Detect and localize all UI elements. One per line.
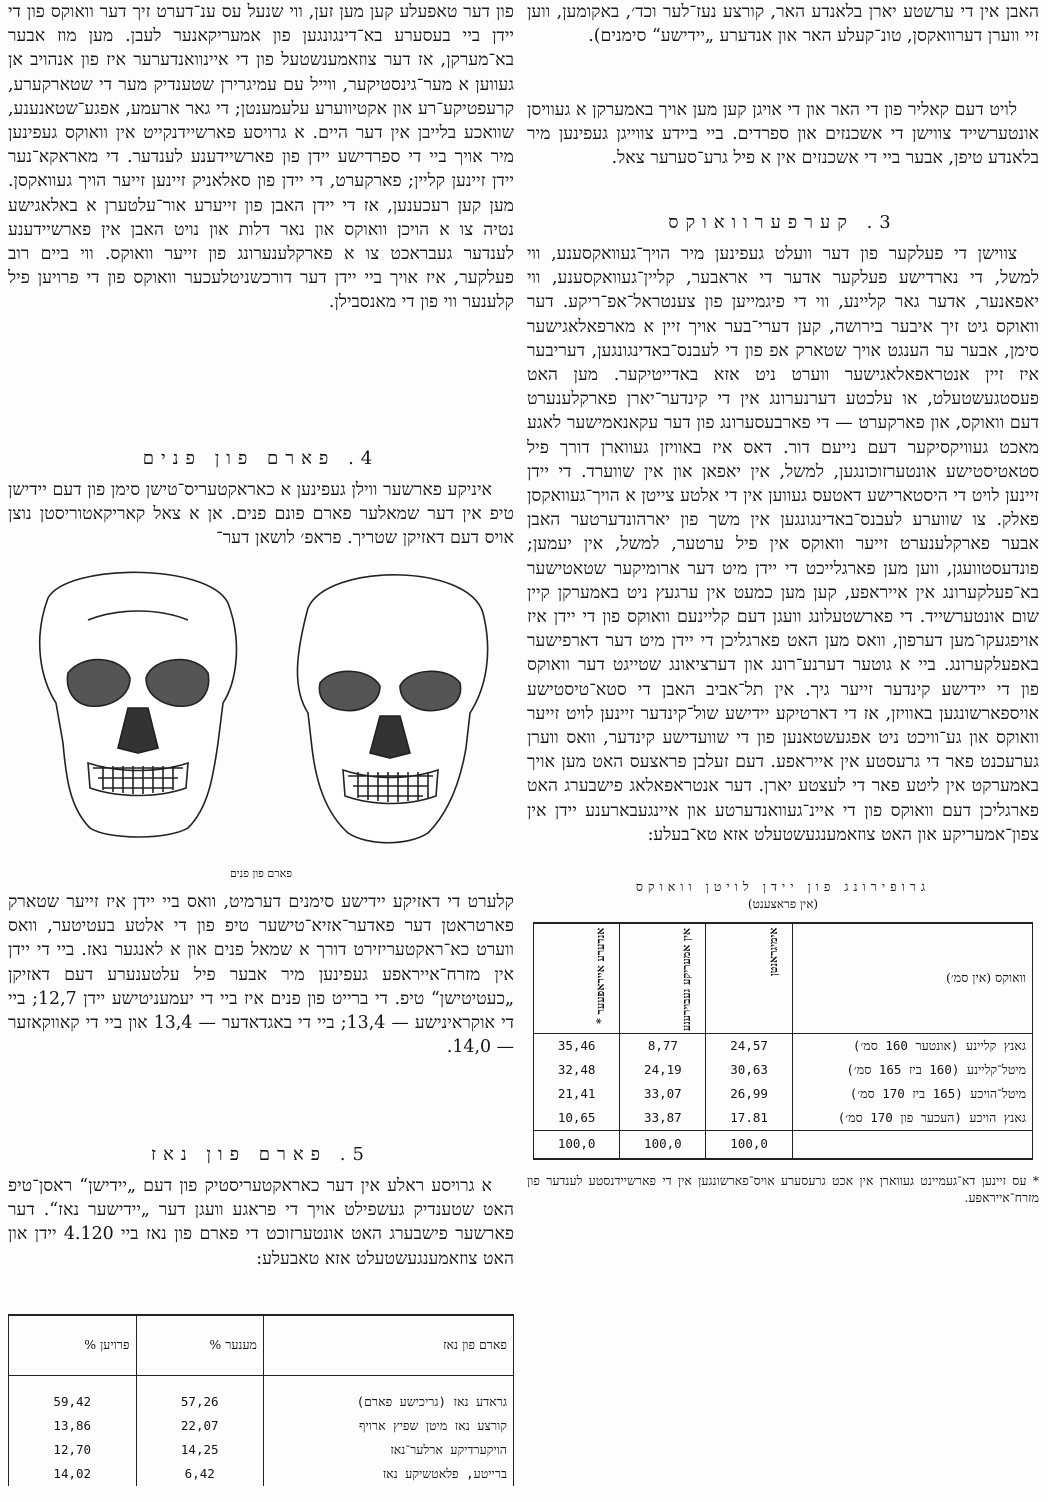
figure-caption: פארם פון פנים [229,867,293,880]
table-header: פארם פון נאז [263,1315,513,1375]
skull-illustration [8,558,514,858]
paragraph: האבן אין די ערשטע יארן בלאנדע האר, קורצע נעז־לער וכד׳, באקומען, ווען זיי ווערן דערוואקסן, טונ־קעלע האר און אנדערע „יידישע“ סימנים). [527,2,1039,47]
table-total-row: 100,0 100,0 100,0 [534,1131,1033,1159]
table-header: מענער % [136,1315,263,1375]
section-heading: 3. קערפערוואוקס [668,212,898,233]
table-row: מיטל־הויכע (165 ביז 170 סמ׳) 26,99 33,07 21,41 [534,1082,1033,1106]
right-column [527,0,1039,1206]
table-header: וואוקס (אין סמ׳) [792,923,1032,1033]
footnote: * עס זיינען דא־געמיינט געווארן אין אכט גרעסערע אויס־פארשונגען אין די פארשיידנסטע לענדער פון מזרח־אייראפע. [527,1172,1039,1205]
left-column [8,0,514,1486]
table-header: אימיגראנטן [706,923,792,1033]
table-row: מיטל־קליינע (160 ביז 165 סמ׳) 30,63 24,19 32,48 [534,1058,1033,1082]
height-table [533,922,1033,1160]
table-header: אנדערע אייראפעער * [534,923,620,1033]
table-row: ברייטע, פלאטשיקע נאז 6,42 14,02 [9,1462,514,1486]
skull-right [297,575,487,843]
paragraph: פון דער טאפעלע קען מען זען, ווי שנעל עס ענ־דערט זיך דער וואוקס פון די יידן ביי בעסערע בא־דינגונגען פון אמעריקאנער לעבן. מען מוז אבער בא־מערקן, אז דער צוזאמענשטעל פון די איינוואנדערער איז פון אנהויב אן געווען א מער־גינסטיקער, ווייל עם עמיגרירן שטענדיק מער די שטארקערע, קרעפטיקע־רע און אקטיווערע עלעמענטן; די גאר ארעמע, אפגע־שטאנענע, שוואכע בלייבן אין דער היים. א גרויסע פארשיידנקייט אין וואוקס געפינען מיר אויך ביי די ספרדישע יידן פון פארשיידענע לענדער. די מאראקא־נער יידן זיינען קליין; פארקערט, די יידן פון סאלאניק זיינען זייער הויך געוואקסן. מען קען רעכענען, אז די יידן האבן פון זייערע אור־עלטערן א באלאגישע נטיה צו א הויכן וואוקס און נאר דלות און נויט האבן אין פארשיידענע לענדער געבראכט צו א פארקלענערונג פון זייער וואוקס. ווי ביים רוב פעלקער, איז אויך ביי יידן דער דורכשניטלעכער וואוקס פון די פרויען פיל קלענער ווי פון די מאנסבילן. [8,2,514,313]
table-row: גאנץ הויכע (העכער פון 170 סמ׳) 17.81 33,87 10,65 [534,1106,1033,1131]
paragraph: א גרויסע ראלע אין דער כאראקטעריסטיק פון דעם „יידישן“ ראסן־טיפ האט שטענדיק געשפילט אויך די פראגע וועגן דער „יידישער נאז“. דער פארשער פישבערג האט אונטערזוכט די פארם פון נאז ביי 4.120 יידן און האט צוזאמענגעשטעלט אזא טאבעלע: [8,1176,514,1269]
table-row: גאנץ קליינע (אונטער 160 סמ׳) 24,57 8,77 35,46 [534,1033,1033,1058]
section-heading: 5. פארם פון נאז [151,1144,371,1165]
paragraph: לויט דעם קאליר פון די האר און די אויגן קען מען אויך באמערקן א געוויסן אונטערשייד צווישן די אשכנזים און ספרדים. ביי ביידע צווייגן געפינען מיר בלאנדע טיפן, אבער ביי די אשכנזים אין א פיל גרע־סערער צאל. [527,100,1039,169]
table-subtitle: (אין פראצענט) [747,897,819,911]
paragraph: איניקע פארשער ווילן געפינען א כאראקטעריס־טישן סימן פון דעם יידישן טיפ אין דער שמאלער פארם פונם פנים. אן א צאל קאריקאטוריסטן נוצן אויס דעם דאזיקן שטריך. פראפ׳ לושאן דער־ [8,480,514,549]
paragraph: צווישן די פעלקער פון דער וועלט געפינען מיר הויך־געוואקסענע, ווי למשל, די נארדישע פעלקער אדער די אראבער, קליין־געוואקסענע, ווי יאפאנער, אדער גאר קליינע, ווי די פיגמייען פון צענטראל־אפ־ריקע. דער וואוקס גיט זיך איבער בירושה, קען דערי־בער אויך זיין א מארפאלאגישער סימן, אבער ער הענגט אויך שטארק אפ פון די לעבנס־באדינגונגען, דעריבער איז זיין אנטראפאלאגישער ווערט ניט אזא באדייטיקער. מען האט פעסטגעשטעלט, או עלכטע דערנערונג אין די קינדער־יארן פארקלענערט דעם וואוקס, און פארקערט — די פארבעסערונג פון דער עקאנאמישער לאגע מאכט געוויקסיקער דעם נייעם דור. דאס איז באוויזן געווארן דורך פיל סטאטיסטישע אונטערזוכונגען, למשל, אין יאפאן און אין שווערד. די יידן זיינען לויט די היסטארישע דאטעס געווען אין די אלטע צייטן א הויך־געוואקסן פאלק. צו שווערע לעבנס־באדינגונגען אין משך פון יארהונדערטער האבן אבער פארקלענערט זייער וואוקס אין פיל ערטער, למשל, אין יעמען; פונדעסטוועגן, ווען מען פארגלייכט די יידן מיט דער ארומיקער שטאטישער בא־פעלקערונג אין אייראפע, קען מען כמעט אין ערגעץ ניט באמערקן קיין שום אונטערשייד. די פארשטעלונג וועגן דעם קליינעם וואוקס פון די יידן איז אויפגעקו־מען דערפון, וואס מען האט פארגליכן די יידן מיט דער דארפישער באפעלקערונג. ביי א גוטער דערנע־רונג און דערציאונג שטייגט דער וואוקס פון די יידישע קינדער זייער גיך. אין תל־אביב האבן די סטא־טיסטישע אויספארשונגען באוויזן, אז די דארטיקע יידישע שול־קינדער זיינען לויט זייער וואוקס און גע־וויכט ניט אפגעשטאנען פון די שוועדישע קינדער, וואס ווערן גערעכנט פאר די גרעסטע אין אייראפע. דעם זעלבן פראצעס האט מען אויך באמערקט אין ליטע פאר די לעצטע יארן. דער אנטראפאלאג פישבערג האט פארגליכן דעם וואוקס פון די איינ־געוואנדערטע און איינגעבארענע יידן אין צפון־אמעריקע און האט צוזאמענגעשטעלט אזא טא־בעלע: [527,244,1039,845]
section-heading: 4. פארם פון פנים [142,448,380,469]
nose-table [8,1314,514,1486]
table-row: גראדע נאז (גריכישע פארם) 57,26 59,42 [9,1375,514,1414]
table-title: גרופירונג פון יידן לויטן וואוקס [635,879,931,894]
table-row: קורצע נאז מיטן שפיץ ארויף 22,07 13,86 [9,1414,514,1438]
skull-left [40,572,237,837]
table-header: פרויען % [9,1315,137,1375]
paragraph: קלערט די דאזיקע יידישע סימנים דערמיט, וואס ביי יידן איז זייער שטארק פארטראטן דער פאדער־אזיא־טישער טיפ פון די אלטע בעטיטער, וואס ווערט כא־ראקטעריזירט דורך א שמאל פנים און א לאנגער נאז. ביי די יידן אין מזרח־אייראפע געפינען מיר אבער פיל עלטענערע דעם דאזיקן „כעטיטישן“ טיפ. די ברייט פון פנים איז ביי די יעמעניטישע יידן 12,7; ביי די אוקראינישע — 13,4; ביי די באגדאדער — 13,4 און ביי די קאווקאזער — 14,0. [8,892,514,1058]
table-header: אין אמעריקע געבוירענע [620,923,706,1033]
table-row: הויקערדיקע ארלער־נאז 14,25 12,70 [9,1438,514,1462]
skull-figure [8,558,514,858]
